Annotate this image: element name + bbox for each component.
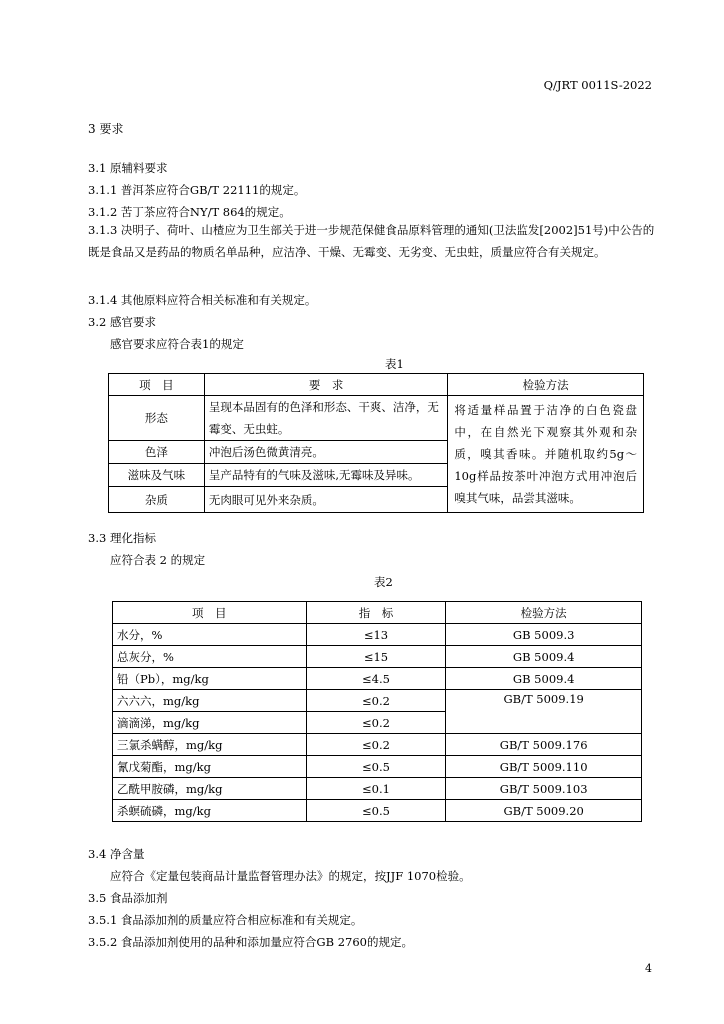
section-3-5: 3.5 食品添加剂 [88, 891, 168, 905]
table2-item: 铅（Pb），mg/kg [113, 668, 307, 690]
table1-requirement: 呈产品特有的气味及滋味,无霉味及异味。 [204, 464, 448, 487]
table1-item: 形态 [109, 396, 205, 441]
table2-value: ≤0.2 [306, 690, 446, 712]
table2-method: GB/T 5009.176 [446, 734, 642, 756]
section-3-1-1: 3.1.1 普洱茶应符合GB/T 22111的规定。 [88, 183, 306, 197]
table2-method: GB/T 5009.110 [446, 756, 642, 778]
table2-item: 总灰分，% [113, 646, 307, 668]
table1-item: 杂质 [109, 487, 205, 513]
table2-method: GB 5009.4 [446, 646, 642, 668]
table1-header-requirement: 要 求 [204, 374, 448, 396]
table2-method: GB/T 5009.103 [446, 778, 642, 800]
section-3-2-text: 感官要求应符合表1的规定 [110, 337, 244, 351]
table2-value: ≤4.5 [306, 668, 446, 690]
table-physicochemical-indicators [112, 601, 642, 822]
section-3-3-text: 应符合表 2 的规定 [110, 553, 206, 567]
table-sensory-requirements [108, 373, 644, 513]
table2-header-indicator: 指 标 [306, 602, 446, 624]
section-3-5-1: 3.5.1 食品添加剂的质量应符合相应标准和有关规定。 [88, 913, 363, 927]
table2-value: ≤0.5 [306, 756, 446, 778]
table2-item: 滴滴涕，mg/kg [113, 712, 307, 734]
table2-method: GB/T 5009.19 [446, 690, 642, 734]
section-3-2: 3.2 感官要求 [88, 315, 156, 329]
table1-item: 色泽 [109, 441, 205, 464]
page-number: 4 [645, 962, 652, 975]
section-3-1-4: 3.1.4 其他原料应符合相关标准和有关规定。 [88, 293, 317, 307]
table2-item: 乙酰甲胺磷，mg/kg [113, 778, 307, 800]
table2-value: ≤0.5 [306, 800, 446, 822]
document-code: Q/JRT 0011S-2022 [543, 78, 652, 92]
section-3-3: 3.3 理化指标 [88, 531, 156, 545]
table2-item: 杀螟硫磷，mg/kg [113, 800, 307, 822]
table2-value: ≤0.2 [306, 734, 446, 756]
table1-header-method: 检验方法 [448, 374, 644, 396]
table2-item: 氰戊菊酯，mg/kg [113, 756, 307, 778]
table2-value: ≤0.1 [306, 778, 446, 800]
table1-method: 将适量样品置于洁净的白色瓷盘中，在自然光下观察其外观和杂质，嗅其香味。并随机取约5g～10g样品按茶叶冲泡方式用冲泡后嗅其气味，品尝其滋味。 [448, 396, 644, 513]
section-3-1-3: 3.1.3 决明子、荷叶、山楂应为卫生部关于进一步规范保健食品原料管理的通知(卫法监发[2002]51号)中公告的既是食品又是药品的物质名单品种，应洁净、干燥、无霉变、无劣变、无虫蛀，质量应符合有关规定。 [88, 223, 655, 259]
table1-caption: 表1 [385, 357, 404, 371]
table2-item: 水分，% [113, 624, 307, 646]
section-3-4: 3.4 净含量 [88, 847, 145, 861]
table2-method: GB 5009.4 [446, 668, 642, 690]
table2-caption: 表2 [374, 575, 393, 589]
section-3-1-2: 3.1.2 苦丁茶应符合NY/T 864的规定。 [88, 205, 291, 219]
table1-requirement: 呈现本品固有的色泽和形态、干爽、洁净，无霉变、无虫蛀。 [204, 396, 448, 441]
table2-value: ≤13 [306, 624, 446, 646]
table2-method: GB/T 5009.20 [446, 800, 642, 822]
table1-requirement: 无肉眼可见外来杂质。 [204, 487, 448, 513]
section-3-title: 3 要求 [88, 122, 124, 136]
section-3-4-text: 应符合《定量包装商品计量监督管理办法》的规定，按JJF 1070检验。 [110, 869, 471, 883]
table2-item: 六六六，mg/kg [113, 690, 307, 712]
table2-value: ≤15 [306, 646, 446, 668]
section-3-1: 3.1 原辅料要求 [88, 161, 168, 175]
table2-header-item: 项 目 [113, 602, 307, 624]
table2-header-method: 检验方法 [446, 602, 642, 624]
table2-method: GB 5009.3 [446, 624, 642, 646]
table2-value: ≤0.2 [306, 712, 446, 734]
section-3-5-2: 3.5.2 食品添加剂使用的品种和添加量应符合GB 2760的规定。 [88, 935, 413, 949]
table1-requirement: 冲泡后汤色微黄清亮。 [204, 441, 448, 464]
table1-item: 滋味及气味 [109, 464, 205, 487]
table2-item: 三氯杀螨醇，mg/kg [113, 734, 307, 756]
table1-header-item: 项 目 [109, 374, 205, 396]
